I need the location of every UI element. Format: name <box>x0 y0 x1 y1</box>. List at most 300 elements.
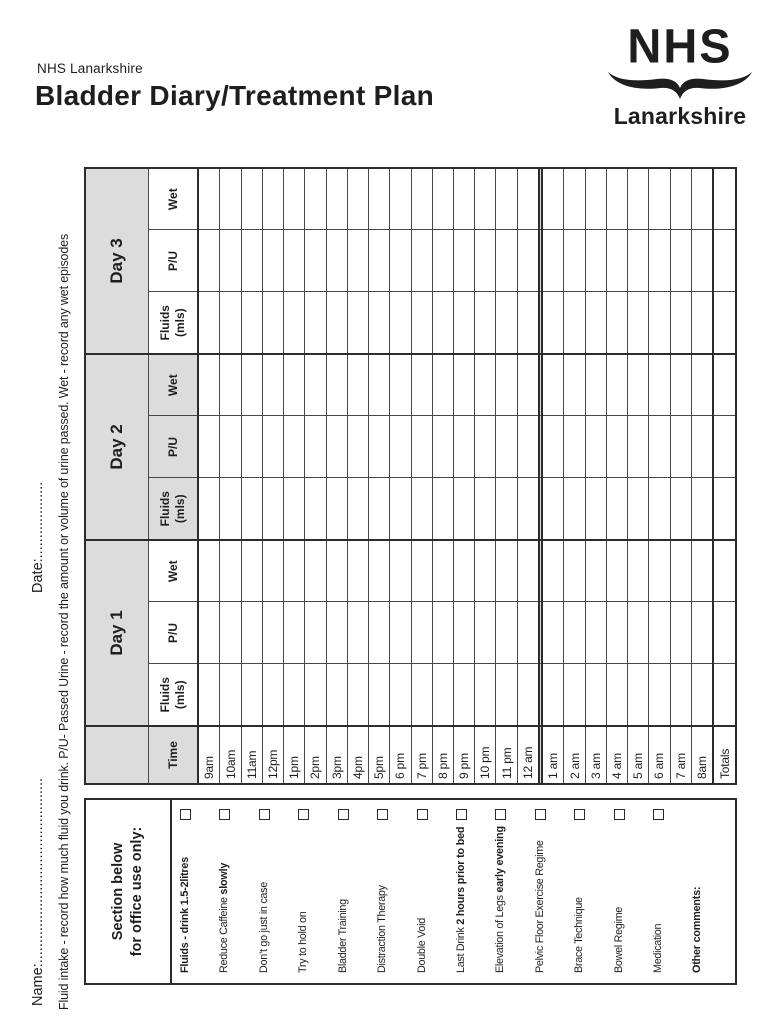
diary-row <box>713 168 736 784</box>
diary-cell <box>517 416 539 478</box>
diary-cell <box>390 230 411 292</box>
office-item-label: Medication <box>652 923 665 973</box>
diary-cell <box>475 292 496 354</box>
diary-cell <box>713 168 736 230</box>
diary-cell <box>496 664 517 726</box>
diary-cell <box>691 354 713 416</box>
office-item-label: Distraction Therapy <box>376 885 389 973</box>
office-item <box>218 800 257 983</box>
diary-cell <box>305 478 326 540</box>
diary-cell <box>496 416 517 478</box>
time-label: 5pm <box>369 726 390 784</box>
nhs-lanarkshire-logo <box>598 18 762 130</box>
diary-cell <box>262 168 283 230</box>
diary-cell <box>305 664 326 726</box>
diary-cell <box>390 292 411 354</box>
diary-cell <box>220 354 241 416</box>
diary-cell <box>713 540 736 602</box>
diary-cell <box>390 416 411 478</box>
diary-row <box>454 168 475 784</box>
diary-cell <box>454 168 475 230</box>
diary-cell <box>585 168 606 230</box>
diary-cell <box>347 540 368 602</box>
diary-row <box>284 168 305 784</box>
diary-cell <box>305 168 326 230</box>
diary-cell <box>564 354 585 416</box>
diary-cell <box>411 354 432 416</box>
time-label: 4pm <box>347 726 368 784</box>
diary-cell <box>220 478 241 540</box>
diary-cell <box>262 602 283 664</box>
diary-cell <box>347 416 368 478</box>
diary-cell <box>326 168 347 230</box>
diary-cell <box>542 230 564 292</box>
diary-cell <box>198 478 220 540</box>
diary-cell <box>347 478 368 540</box>
office-item <box>652 800 691 983</box>
diary-cell <box>628 416 649 478</box>
time-label: 7 pm <box>411 726 432 784</box>
name-field: Name:.............................................. <box>30 777 46 1006</box>
diary-cell <box>220 602 241 664</box>
diary-cell <box>475 230 496 292</box>
time-label: 10 pm <box>475 726 496 784</box>
diary-cell <box>496 540 517 602</box>
diary-cell <box>670 168 691 230</box>
office-item <box>416 800 455 983</box>
office-item-label: Don’t go just in case <box>257 882 270 973</box>
diary-cell <box>691 292 713 354</box>
diary-cell <box>326 354 347 416</box>
diary-row <box>198 168 220 784</box>
diary-cell <box>454 602 475 664</box>
diary-cell <box>713 602 736 664</box>
diary-cell <box>542 416 564 478</box>
diary-cell <box>432 540 453 602</box>
diary-row <box>262 168 283 784</box>
diary-cell <box>670 292 691 354</box>
diary-cell <box>241 168 262 230</box>
office-item <box>258 800 297 983</box>
diary-cell <box>411 478 432 540</box>
diary-cell <box>198 230 220 292</box>
time-label: 11 pm <box>496 726 517 784</box>
diary-cell <box>628 230 649 292</box>
office-item <box>494 800 533 983</box>
diary-cell <box>649 168 670 230</box>
diary-cell <box>326 602 347 664</box>
time-header: Time <box>148 726 198 784</box>
diary-cell <box>432 354 453 416</box>
diary-cell <box>241 354 262 416</box>
diary-cell <box>649 416 670 478</box>
checkbox-icon <box>417 809 428 820</box>
diary-cell <box>326 292 347 354</box>
diary-cell <box>369 540 390 602</box>
diary-cell <box>411 168 432 230</box>
diary-cell <box>198 540 220 602</box>
diary-cell <box>284 292 305 354</box>
time-label: 5 am <box>628 726 649 784</box>
diary-cell <box>220 230 241 292</box>
diary-cell <box>411 230 432 292</box>
time-label: 2pm <box>305 726 326 784</box>
time-label: 1 am <box>542 726 564 784</box>
diary-cell <box>606 602 627 664</box>
diary-row <box>411 168 432 784</box>
diary-cell <box>369 602 390 664</box>
diary-cell <box>326 478 347 540</box>
diary-cell <box>305 230 326 292</box>
diary-cell <box>454 354 475 416</box>
office-item <box>613 800 652 983</box>
diary-cell <box>606 168 627 230</box>
diary-cell <box>347 230 368 292</box>
diary-cell <box>475 664 496 726</box>
diary-row <box>670 168 691 784</box>
diary-cell <box>432 230 453 292</box>
time-label: 1pm <box>284 726 305 784</box>
office-item <box>337 800 376 983</box>
diary-cell <box>691 168 713 230</box>
diary-row <box>475 168 496 784</box>
diary-cell <box>241 416 262 478</box>
diary-cell <box>305 292 326 354</box>
diary-cell <box>564 230 585 292</box>
diary-cell <box>670 540 691 602</box>
diary-row <box>390 168 411 784</box>
office-item <box>534 800 573 983</box>
diary-cell <box>369 478 390 540</box>
diary-row <box>585 168 606 784</box>
diary-row <box>606 168 627 784</box>
diary-cell <box>585 478 606 540</box>
diary-cell <box>628 664 649 726</box>
diary-cell <box>432 292 453 354</box>
diary-cell <box>284 602 305 664</box>
office-item-label: Elevation of Legs early evening <box>494 826 507 973</box>
diary-row <box>305 168 326 784</box>
diary-cell <box>585 664 606 726</box>
diary-cell <box>564 416 585 478</box>
diary-cell <box>606 292 627 354</box>
diary-cell <box>670 602 691 664</box>
diary-cell <box>496 292 517 354</box>
office-item <box>691 800 730 983</box>
diary-cell <box>241 292 262 354</box>
diary-cell <box>691 416 713 478</box>
diary-cell <box>628 540 649 602</box>
diary-cell <box>649 354 670 416</box>
diary-cell <box>542 478 564 540</box>
name-date-line <box>30 166 46 1006</box>
instructions-text: Fluid intake - record how much fluid you drink. P/U- Passed Urine - record the amount or volume of urine passed. Wet - record any wet episodes <box>57 233 71 1010</box>
diary-cell <box>649 292 670 354</box>
office-item <box>455 800 494 983</box>
diary-cell <box>606 478 627 540</box>
diary-cell <box>691 478 713 540</box>
office-item <box>376 800 415 983</box>
diary-cell <box>713 230 736 292</box>
time-label: Totals <box>713 726 736 784</box>
diary-cell <box>475 602 496 664</box>
rotated-form <box>30 160 740 1020</box>
diary-cell <box>542 664 564 726</box>
diary-cell <box>411 540 432 602</box>
diary-cell <box>670 478 691 540</box>
diary-cell <box>670 664 691 726</box>
office-item-label: Fluids - drink 1.5-2litres <box>179 857 191 973</box>
checkbox-icon <box>653 809 664 820</box>
date-field: Date:................... <box>30 481 46 593</box>
diary-cell <box>713 354 736 416</box>
checkbox-icon <box>259 809 270 820</box>
diary-cell <box>198 168 220 230</box>
diary-cell <box>284 416 305 478</box>
diary-cell <box>542 292 564 354</box>
diary-cell <box>691 602 713 664</box>
diary-row <box>432 168 453 784</box>
diary-cell <box>198 664 220 726</box>
diary-row <box>691 168 713 784</box>
diary-cell <box>564 664 585 726</box>
office-item <box>573 800 612 983</box>
diary-cell <box>369 230 390 292</box>
diary-cell <box>649 602 670 664</box>
diary-cell <box>649 230 670 292</box>
diary-cell <box>496 230 517 292</box>
diary-cell <box>606 416 627 478</box>
diary-cell <box>564 168 585 230</box>
day1-wet-header: Wet <box>148 540 198 602</box>
diary-cell <box>326 540 347 602</box>
time-label: 8 pm <box>432 726 453 784</box>
office-item <box>297 800 336 983</box>
diary-cell <box>432 602 453 664</box>
time-label: 8am <box>691 726 713 784</box>
diary-cell <box>454 540 475 602</box>
diary-cell <box>369 416 390 478</box>
diary-cell <box>496 168 517 230</box>
diary-cell <box>284 664 305 726</box>
diary-cell <box>220 664 241 726</box>
time-label: 4 am <box>606 726 627 784</box>
diary-cell <box>649 540 670 602</box>
diary-cell <box>606 230 627 292</box>
diary-cell <box>241 664 262 726</box>
diary-cell <box>241 540 262 602</box>
diary-cell <box>454 664 475 726</box>
diary-cell <box>517 230 539 292</box>
diary-cell <box>241 602 262 664</box>
diary-cell <box>284 230 305 292</box>
diary-cell <box>454 292 475 354</box>
diary-cell <box>585 540 606 602</box>
diary-cell <box>326 416 347 478</box>
diary-row <box>517 168 539 784</box>
diary-cell <box>390 664 411 726</box>
office-section-title <box>86 800 172 983</box>
diary-cell <box>262 478 283 540</box>
diary-cell <box>564 540 585 602</box>
diary-cell <box>369 168 390 230</box>
office-item-label: Double Void <box>415 918 428 973</box>
checkbox-icon <box>456 809 467 820</box>
page-title: Bladder Diary/Treatment Plan <box>35 80 434 111</box>
time-label: 3 am <box>585 726 606 784</box>
diary-cell <box>284 168 305 230</box>
time-label: 3pm <box>326 726 347 784</box>
diary-cell <box>262 664 283 726</box>
diary-cell <box>542 354 564 416</box>
time-label: 9am <box>198 726 220 784</box>
diary-cell <box>585 354 606 416</box>
diary-cell <box>585 292 606 354</box>
office-item-label: Brace Technique <box>573 897 586 973</box>
diary-row <box>628 168 649 784</box>
diary-cell <box>369 354 390 416</box>
diary-cell <box>628 292 649 354</box>
diary-row <box>649 168 670 784</box>
diary-row <box>369 168 390 784</box>
diary-cell <box>542 602 564 664</box>
diary-cell <box>670 354 691 416</box>
office-item <box>179 800 218 983</box>
office-item-label: Reduce Caffeine slowly <box>218 862 231 973</box>
diary-cell <box>390 168 411 230</box>
diary-cell <box>713 292 736 354</box>
diary-cell <box>284 478 305 540</box>
day1-fluids-header: Fluids (mls) <box>148 664 198 726</box>
diary-cell <box>262 416 283 478</box>
corner-cell <box>85 726 148 784</box>
diary-cell <box>496 602 517 664</box>
diary-cell <box>262 540 283 602</box>
diary-cell <box>262 354 283 416</box>
diary-cell <box>305 416 326 478</box>
office-item-label: Try to hold on <box>297 911 310 973</box>
diary-cell <box>432 168 453 230</box>
diary-cell <box>390 540 411 602</box>
diary-cell <box>347 664 368 726</box>
diary-cell <box>628 168 649 230</box>
time-label: 11am <box>241 726 262 784</box>
office-title-line1: Section below <box>110 842 127 941</box>
diary-cell <box>347 168 368 230</box>
diary-cell <box>564 292 585 354</box>
day2-pu-header: P/U <box>148 416 198 478</box>
diary-cell <box>284 540 305 602</box>
office-items-list <box>172 800 735 983</box>
checkbox-icon <box>495 809 506 820</box>
bladder-diary-table <box>84 167 737 785</box>
diary-cell <box>411 292 432 354</box>
diary-cell <box>475 540 496 602</box>
day1-header: Day 1 <box>85 540 148 726</box>
diary-row <box>241 168 262 784</box>
time-label: 6 pm <box>390 726 411 784</box>
diary-cell <box>305 540 326 602</box>
diary-cell <box>475 168 496 230</box>
diary-cell <box>585 416 606 478</box>
diary-cell <box>198 416 220 478</box>
diary-cell <box>670 230 691 292</box>
diary-cell <box>691 230 713 292</box>
time-label: 10am <box>220 726 241 784</box>
office-item-label: Pelvic Floor Exercise Regime <box>533 840 546 973</box>
diary-cell <box>284 354 305 416</box>
diary-cell <box>198 354 220 416</box>
diary-cell <box>628 478 649 540</box>
diary-cell <box>454 478 475 540</box>
office-use-section <box>84 798 737 985</box>
diary-cell <box>198 602 220 664</box>
diary-cell <box>454 416 475 478</box>
nhs-board-name: Lanarkshire <box>613 103 747 129</box>
checkbox-icon <box>614 809 625 820</box>
day-header-row <box>85 168 148 784</box>
time-label: 12 am <box>517 726 539 784</box>
diary-cell <box>432 478 453 540</box>
diary-cell <box>585 230 606 292</box>
checkbox-icon <box>180 809 191 820</box>
checkbox-icon <box>219 809 230 820</box>
diary-row <box>220 168 241 784</box>
office-title-line2: for office use only: <box>129 826 145 957</box>
nhs-logo-text: NHS <box>627 18 733 73</box>
diary-cell <box>628 354 649 416</box>
diary-cell <box>326 664 347 726</box>
day2-fluids-header: Fluids (mls) <box>148 478 198 540</box>
diary-cell <box>713 664 736 726</box>
office-item-label: Bowel Regime <box>612 906 625 973</box>
diary-cell <box>390 354 411 416</box>
day3-fluids-header: Fluids (mls) <box>148 292 198 354</box>
diary-cell <box>326 230 347 292</box>
diary-cell <box>262 292 283 354</box>
publisher-label: NHS Lanarkshire <box>37 61 143 76</box>
checkbox-icon <box>377 809 388 820</box>
diary-cell <box>713 416 736 478</box>
diary-cell <box>517 354 539 416</box>
diary-cell <box>475 354 496 416</box>
diary-cell <box>347 354 368 416</box>
diary-row <box>496 168 517 784</box>
diary-cell <box>390 478 411 540</box>
diary-row <box>326 168 347 784</box>
diary-cell <box>628 602 649 664</box>
diary-cell <box>691 540 713 602</box>
day3-wet-header: Wet <box>148 168 198 230</box>
diary-cell <box>198 292 220 354</box>
diary-cell <box>411 602 432 664</box>
diary-cell <box>649 664 670 726</box>
checkbox-icon <box>338 809 349 820</box>
diary-cell <box>517 540 539 602</box>
diary-cell <box>517 168 539 230</box>
diary-cell <box>432 416 453 478</box>
diary-row <box>347 168 368 784</box>
diary-cell <box>220 292 241 354</box>
diary-cell <box>564 478 585 540</box>
diary-cell <box>454 230 475 292</box>
diary-cell <box>496 354 517 416</box>
day2-header: Day 2 <box>85 354 148 540</box>
office-item-label: Bladder Training <box>336 899 349 973</box>
office-item-label: Other comments: <box>691 886 704 973</box>
diary-cell <box>606 540 627 602</box>
diary-cell <box>241 478 262 540</box>
